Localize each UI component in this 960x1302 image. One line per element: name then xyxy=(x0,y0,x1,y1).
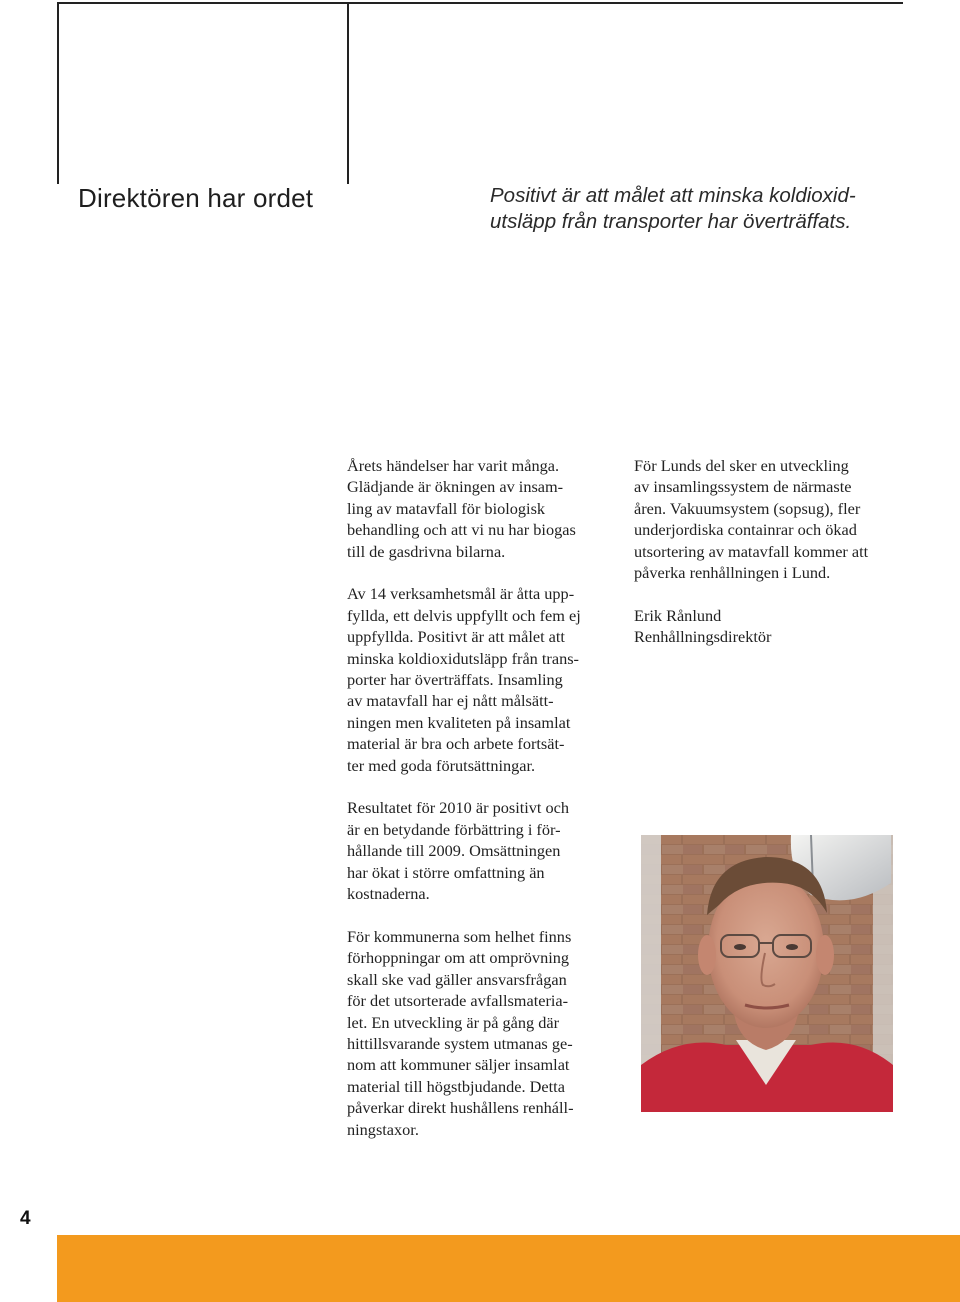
signature xyxy=(634,605,934,648)
right-text-column xyxy=(634,455,934,669)
text-line: material är bra och arbete fortsät- xyxy=(347,734,565,754)
left-text-column xyxy=(347,455,617,1161)
text-line: ningstaxor. xyxy=(347,1119,419,1139)
page-title: Direktören har ordet xyxy=(78,183,314,213)
text-line: fyllda, ett delvis uppfyllt och fem ej xyxy=(347,605,581,625)
signature-title: Renhållningsdirektör xyxy=(634,627,772,647)
text-line: underjordiska containrar och ökad xyxy=(634,520,857,540)
top-rule xyxy=(57,2,903,4)
text-line: porter har överträffats. Insamling xyxy=(347,670,563,690)
text-line: har ökat i större omfattning än xyxy=(347,862,545,882)
page-number: 4 xyxy=(20,1208,31,1229)
text-line: Årets händelser har varit många. xyxy=(347,456,560,475)
signature-name: Erik Rånlund xyxy=(634,605,722,625)
text-line: kostnaderna. xyxy=(347,884,430,904)
text-line: Glädjande är ökningen av insam- xyxy=(347,477,564,497)
text-line: minska koldioxidutsläpp från trans- xyxy=(347,648,579,668)
left-vertical-rule xyxy=(57,2,59,184)
paragraph-goals xyxy=(347,583,617,776)
paragraph-municipalities xyxy=(347,926,617,1140)
text-line: förhoppningar om att omprövning xyxy=(347,948,570,968)
text-line: let. En utveckling är på gång där xyxy=(347,1012,560,1032)
text-line: För Lunds del sker en utveckling xyxy=(634,456,849,475)
text-line: behandling och att vi nu har biogas xyxy=(347,520,576,540)
text-line: Resultatet för 2010 är positivt och xyxy=(347,798,570,818)
text-line: ningen men kvaliteten på insamlat xyxy=(347,712,571,732)
director-portrait-photo xyxy=(641,835,893,1112)
footer-accent-bar xyxy=(57,1235,960,1302)
text-line: utsortering av matavfall kommer att xyxy=(634,541,869,561)
text-line: nom att kommuner säljer insamlat xyxy=(347,1055,570,1075)
text-line: ter med goda förutsättningar. xyxy=(347,755,536,775)
text-line: påverka renhållningen i Lund. xyxy=(634,563,831,583)
text-line: skall ske vad gäller ansvarsfrågan xyxy=(347,969,567,989)
text-line: för det utsorterade avfallsmateria- xyxy=(347,991,569,1011)
text-line: Av 14 verksamhetsmål är åtta upp- xyxy=(347,584,575,604)
text-line: hållande till 2009. Omsättningen xyxy=(347,841,561,861)
text-line: åren. Vakuumsystem (sopsug), fler xyxy=(634,498,861,518)
middle-vertical-rule xyxy=(347,2,349,184)
text-line: är en betydande förbättring i för- xyxy=(347,819,561,839)
lead-quote-line: Positivt är att målet att minska koldioxid- xyxy=(490,184,856,207)
paragraph-lund xyxy=(634,455,934,583)
text-line: För kommunerna som helhet finns xyxy=(347,926,572,946)
paragraph-events xyxy=(347,455,617,562)
lead-quote xyxy=(490,183,910,235)
text-line: av insamlingssystem de närmaste xyxy=(634,477,852,497)
text-line: av matavfall har ej nått målsätt- xyxy=(347,691,554,711)
text-line: ling av matavfall för biologisk xyxy=(347,498,546,518)
paragraph-result xyxy=(347,797,617,904)
text-line: till de gasdrivna bilarna. xyxy=(347,541,506,561)
text-line: hittillsvarande system utmanas ge- xyxy=(347,1033,573,1053)
text-line: material till högstbjudande. Detta xyxy=(347,1076,565,1096)
text-line: uppfyllda. Positivt är att målet att xyxy=(347,627,565,647)
text-line: påverkar direkt hushållens renháll- xyxy=(347,1098,574,1118)
lead-quote-line: utsläpp från transporter har överträffats. xyxy=(490,210,852,233)
